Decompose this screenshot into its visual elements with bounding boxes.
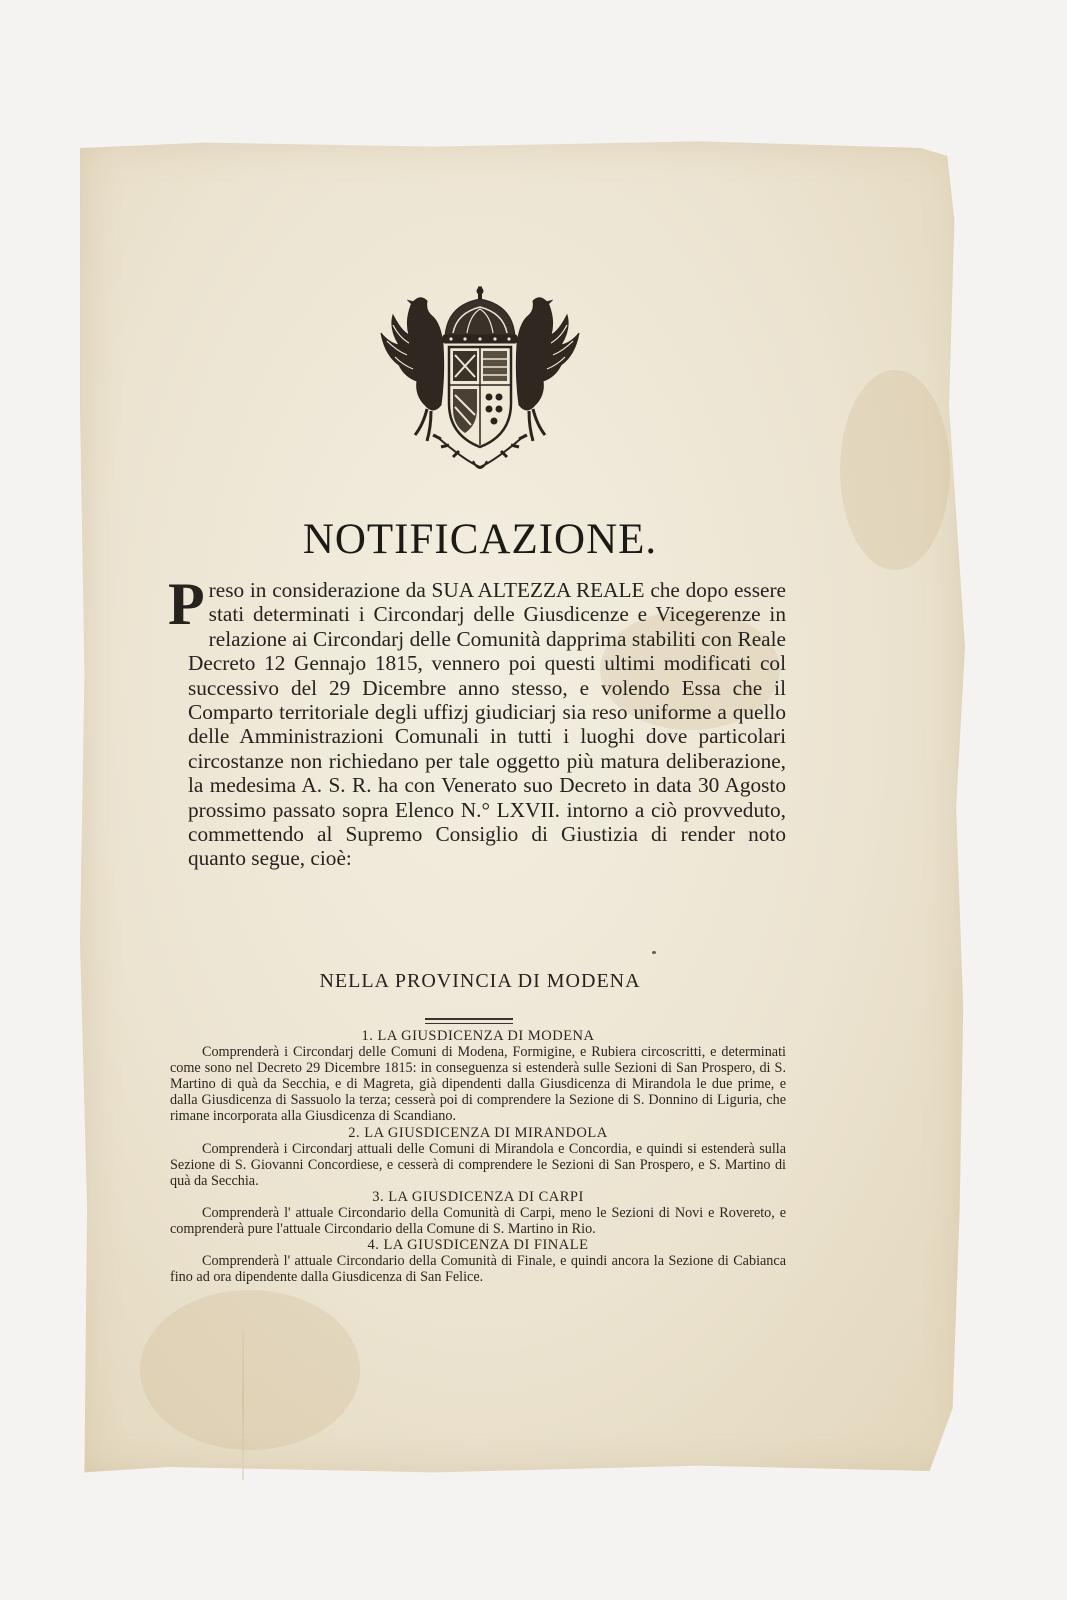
section-heading: NELLA PROVINCIA DI MODENA [319,970,641,992]
list-item [170,1125,786,1189]
entry-heading: 4. LA GIUSDICENZA DI FINALE [367,1237,589,1254]
entry-text: Comprenderà l' attuale Circondario della Comunità di Finale, e quindi ancora la Sezione di Cabianca fino ad ora dipendente dalla Giusdicenza di San Felice. [170,1253,786,1286]
intro-text: reso in considerazione da SUA ALTEZZA REALE che dopo essere stati determinati i Circondarj delle Giusdicenze e Vicegerenze in relazione ai Circondarj delle Comunità dapprima stabiliti con Reale Decreto 12 Gennajo 1815, vennero poi questi ultimi modificati col successivo del 29 Dicembre anno stesso, e volendo Essa che il Comparto territoriale degli uffizj giudiciarj sia reso uniforme a quello delle Amministrazioni Comunali in tutti i luoghi dove particolari circostanze non richiedano per tale oggetto più matura deliberazione, la medesima A. S. R. ha con Venerato suo Decreto in data 30 Agosto prossimo passato sopra Elenco N.° LXVII. intorno a ciò provveduto, commettendo al Supremo Consiglio di Giustizia di render noto quanto segue, cioè: [188,578,786,871]
paper-stain [140,1290,360,1450]
divider-rule [425,1023,513,1024]
entries-list [170,1028,786,1286]
entry-text: Comprenderà i Circondarj delle Comuni di Modena, Formigine, e Rubiera circoscritti, e determinati come sono nel Decreto 29 Dicembre 1815: in conseguenza si estenderà sulle Sezioni di San Prospero, di S. Martino di quà da Secchia, e di Magreta, già dipendenti dalla Giusdicenza di Mirandola le due prime, e dalla Giusdicenza di Sassuolo la terza; cesserà poi di comprendere la Sezione di S. Donnino di Liguria, che rimane incorporata alla Giusdicenza di Scandiano. [170,1044,786,1125]
list-item [170,1189,786,1237]
entry-text: Comprenderà i Circondarj attuali delle Comuni di Mirandola e Concordia, e quindi si estenderà sulla Sezione di S. Giovanni Concordiese, e cesserà di comprendere le Sezioni di San Prospero, e S. Martino di quà da Secchia. [170,1140,786,1189]
drop-cap: P [168,571,205,637]
list-item [170,1237,786,1285]
entry-text: Comprenderà l' attuale Circondario della Comunità di Carpi, meno le Sezioni di Novi e Rovereto, e comprenderà pure l'attuale Circondario della Comune di S. Martino in Rio. [170,1205,786,1238]
ink-speck [652,951,656,954]
ducal-coat-of-arms-icon [375,285,585,475]
entry-heading: 2. LA GIUSDICENZA DI MIRANDOLA [348,1124,608,1141]
list-item [170,1028,786,1125]
divider-rule [425,1018,513,1020]
document-title: NOTIFICAZIONE. [302,516,658,563]
paper-fold-crease [242,1330,244,1480]
intro-paragraph [168,571,786,871]
entry-heading: 3. LA GIUSDICENZA DI CARPI [372,1188,584,1205]
entry-heading: 1. LA GIUSDICENZA DI MODENA [361,1028,595,1044]
